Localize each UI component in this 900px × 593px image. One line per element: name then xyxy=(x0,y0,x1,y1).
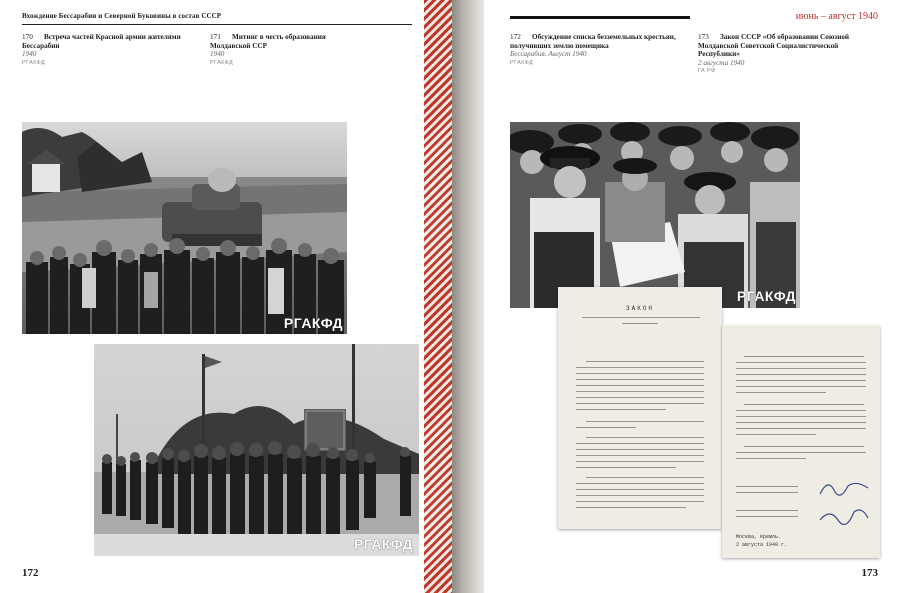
caption-title: Встреча частей Красной армии жителями Бессарабии xyxy=(22,33,181,50)
text-line xyxy=(586,361,704,362)
text-line xyxy=(736,374,866,375)
caption-title: Закон СССР «Об образовании Союзной Молдавской Советской Социалистической Республики» xyxy=(698,33,850,59)
text-line xyxy=(576,489,704,490)
text-line xyxy=(576,507,686,508)
text-line xyxy=(736,510,798,511)
right-page xyxy=(484,0,900,593)
text-line xyxy=(576,467,676,468)
document-date: 2 августа 1940 г. xyxy=(736,542,788,548)
spine-shadow xyxy=(452,0,484,593)
text-line xyxy=(586,477,704,478)
caption-172 xyxy=(510,33,680,67)
text-line xyxy=(622,323,658,324)
spine-pattern xyxy=(424,0,452,593)
text-line xyxy=(586,437,704,438)
caption-number: 172 xyxy=(510,33,521,41)
law-document-page-1 xyxy=(558,287,722,529)
caption-number: 171 xyxy=(210,33,221,41)
caption-number: 170 xyxy=(22,33,33,41)
page-number-left: 172 xyxy=(22,567,39,579)
text-line xyxy=(576,373,704,374)
text-line xyxy=(736,386,866,387)
page-number-right: 173 xyxy=(861,567,878,579)
text-line xyxy=(736,452,866,453)
text-line xyxy=(736,428,866,429)
caption-title: Обсуждение списка безземельных крестьян, получивших землю помещика xyxy=(510,33,676,50)
text-line xyxy=(576,501,704,502)
text-line xyxy=(586,421,704,422)
text-line xyxy=(736,410,866,411)
header-rule xyxy=(22,24,412,25)
left-page xyxy=(0,0,424,593)
text-line xyxy=(736,422,866,423)
text-line xyxy=(576,455,704,456)
caption-number: 173 xyxy=(698,33,709,41)
watermark-logo: РГАКФД xyxy=(283,315,343,331)
text-line xyxy=(736,486,798,487)
law-document-page-2 xyxy=(722,326,880,558)
text-line xyxy=(744,404,864,405)
text-line xyxy=(576,379,704,380)
header-bar xyxy=(510,16,690,19)
text-line xyxy=(736,434,816,435)
caption-171 xyxy=(210,33,350,67)
text-line xyxy=(576,397,704,398)
document-heading: ЗАКОН xyxy=(626,305,655,312)
text-line xyxy=(736,416,866,417)
text-line xyxy=(576,449,704,450)
document-place: Москва, Кремль. xyxy=(736,534,782,540)
caption-archive: РГАКФД xyxy=(510,59,534,66)
text-line xyxy=(736,392,826,393)
text-line xyxy=(744,356,864,357)
running-head-left: Вхождение Бессарабии и Северной Буковины в состав СССР xyxy=(22,12,222,20)
photo-172-peasants xyxy=(510,122,800,308)
caption-title: Митинг в честь образования Молдавской ССР xyxy=(210,33,326,50)
caption-173 xyxy=(698,33,868,76)
caption-date: 1940 xyxy=(210,50,225,59)
text-line xyxy=(576,403,704,404)
text-line xyxy=(736,380,866,381)
text-line xyxy=(576,367,704,368)
caption-archive: РГАКФД xyxy=(22,59,46,66)
text-line xyxy=(576,495,704,496)
caption-170 xyxy=(22,33,197,67)
text-line xyxy=(576,443,704,444)
caption-date: 1940 xyxy=(22,50,37,59)
text-line xyxy=(744,446,864,447)
text-line xyxy=(576,409,666,410)
caption-date: 2 августа 1940 xyxy=(698,58,745,67)
text-line xyxy=(576,461,704,462)
signature-2 xyxy=(818,504,870,528)
watermark-logo: РГАКФД xyxy=(353,536,413,552)
watermark-logo: РГАКФД xyxy=(736,288,796,304)
caption-archive: ГА РФ xyxy=(698,68,716,75)
text-line xyxy=(576,427,636,428)
text-line xyxy=(582,317,700,318)
caption-date: Бессарабия. Август 1940 xyxy=(510,50,587,59)
caption-archive: РГАКФД xyxy=(210,59,234,66)
signature-1 xyxy=(818,476,870,500)
text-line xyxy=(736,362,866,363)
text-line xyxy=(736,458,806,459)
photo-170-tank-greeting xyxy=(22,122,347,334)
book-spine xyxy=(424,0,484,593)
text-line xyxy=(576,385,704,386)
text-line xyxy=(736,492,798,493)
photo-171-rally xyxy=(94,344,419,556)
running-head-right: июнь – август 1940 xyxy=(795,11,878,22)
text-line xyxy=(736,516,798,517)
text-line xyxy=(736,368,866,369)
text-line xyxy=(576,483,704,484)
text-line xyxy=(576,391,704,392)
